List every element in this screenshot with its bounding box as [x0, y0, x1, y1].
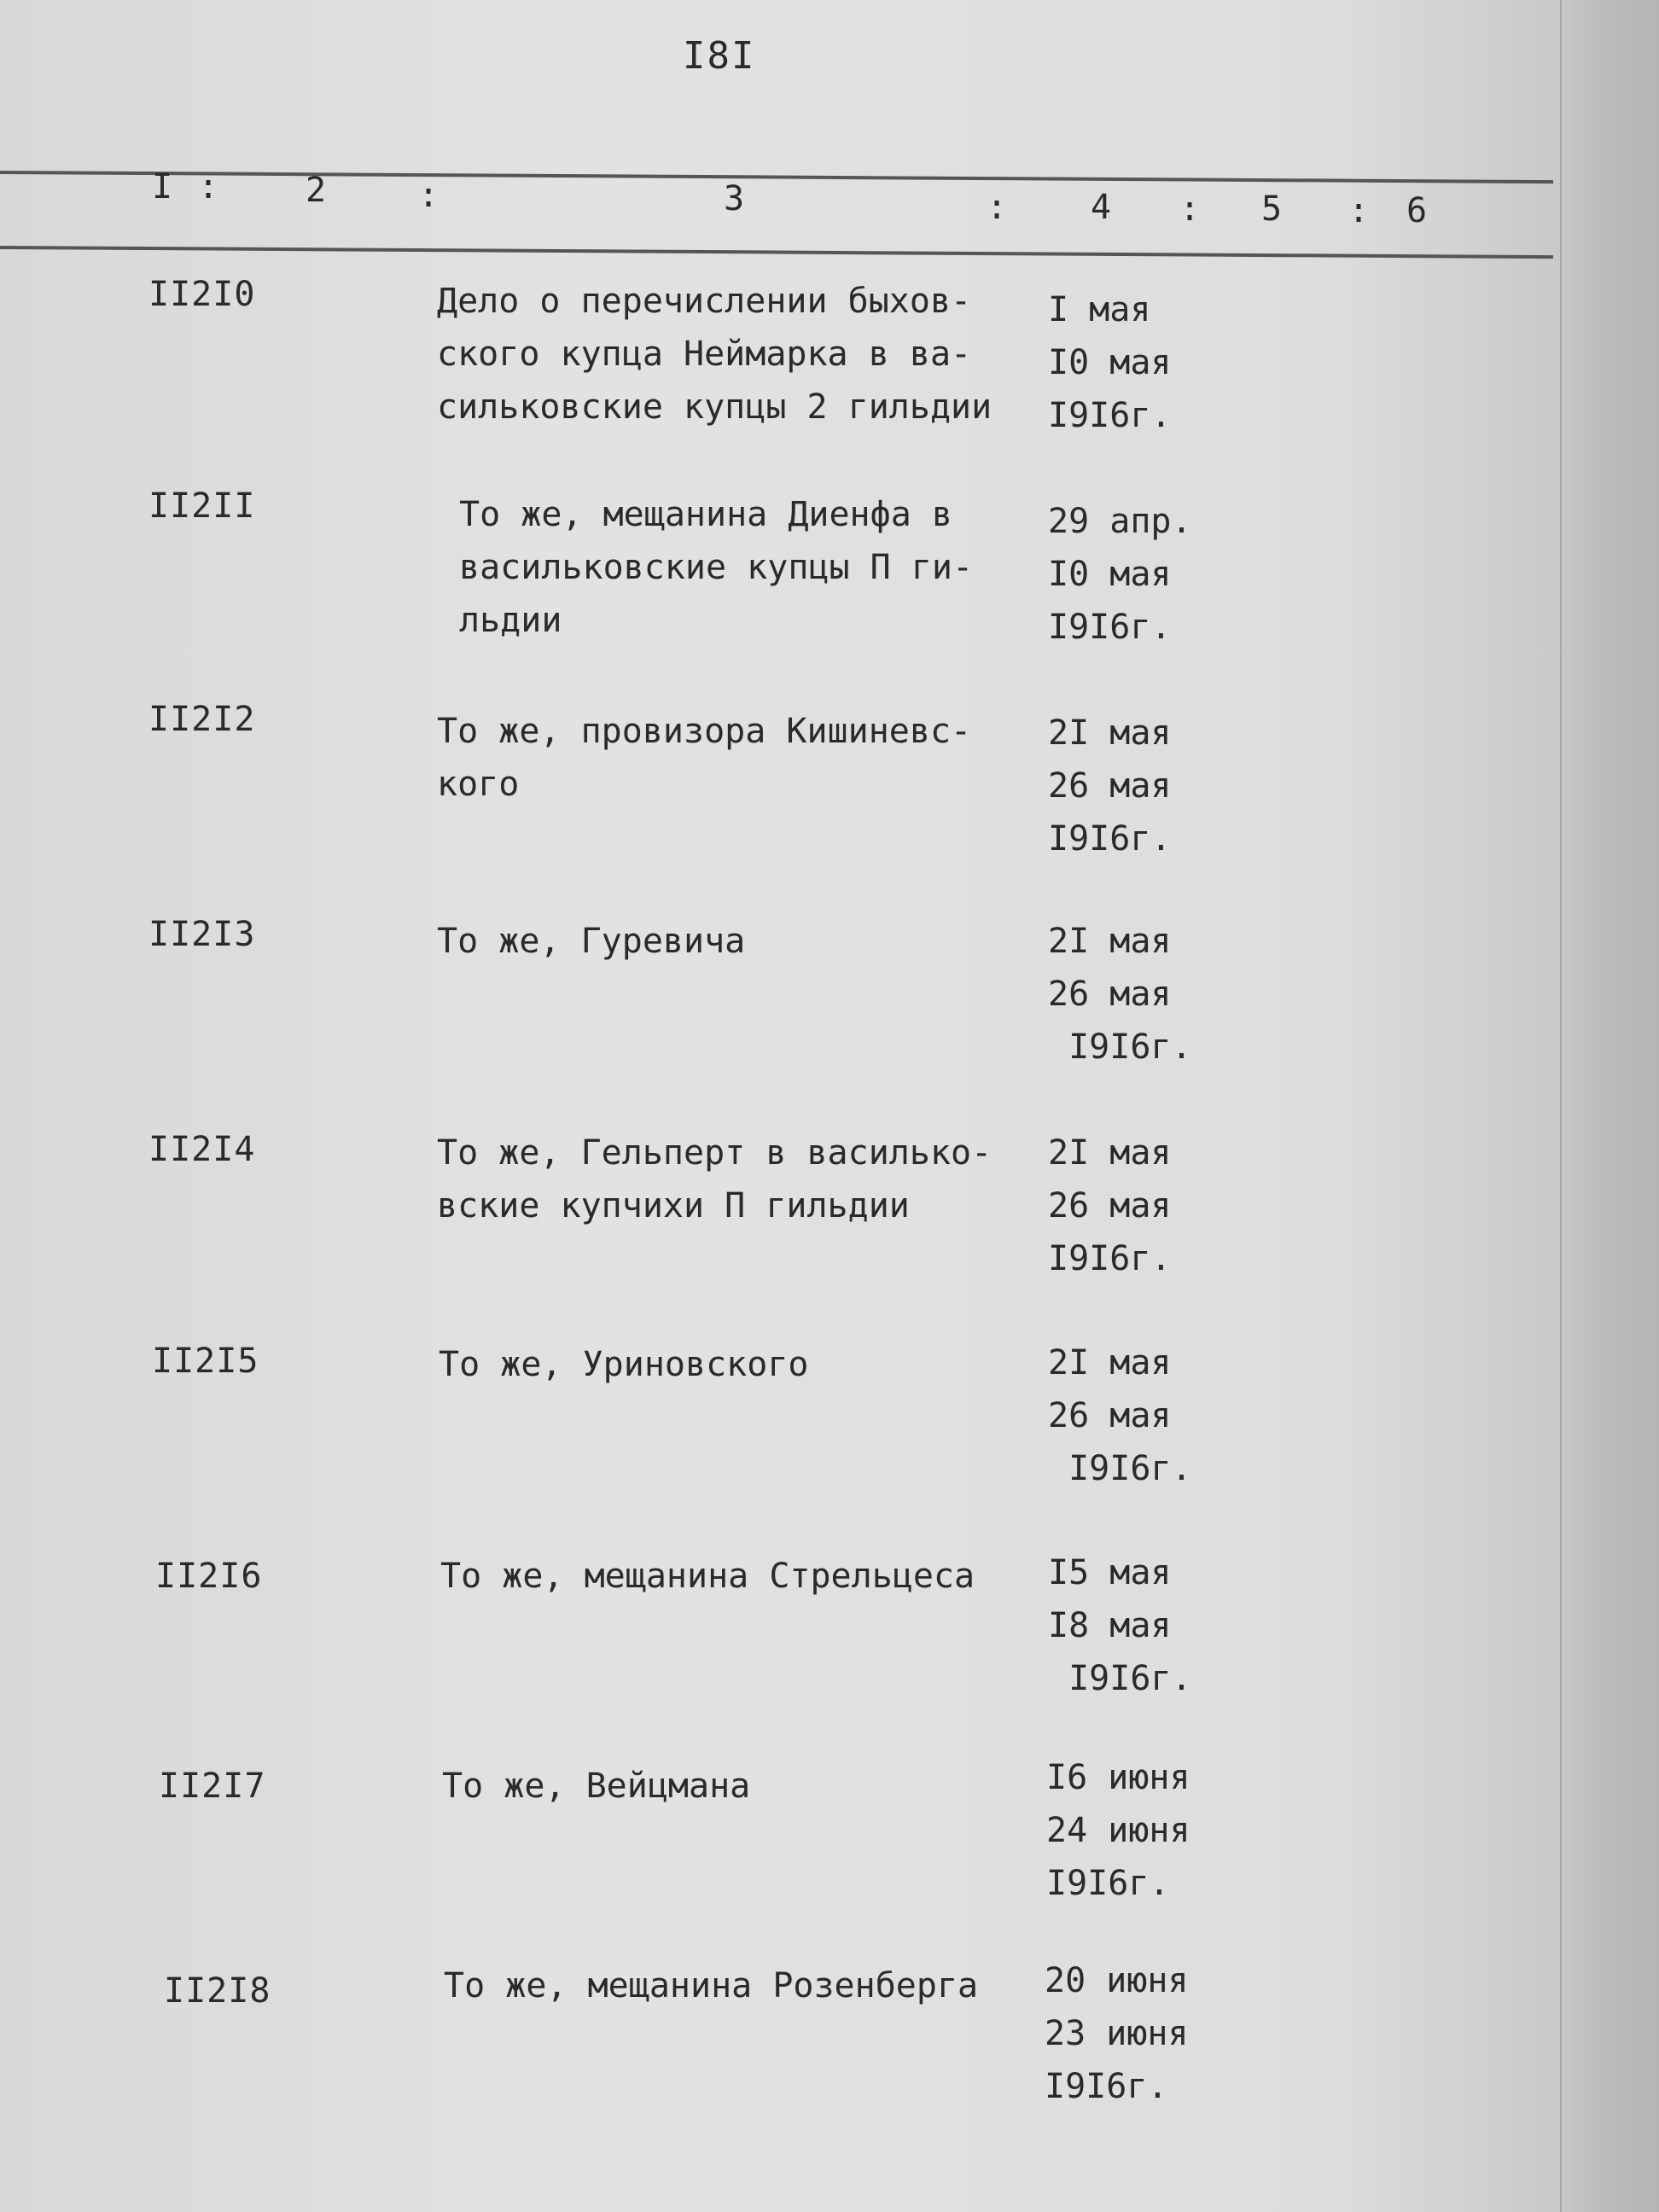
date-end: 23 июня: [1045, 2014, 1189, 2053]
header-col-2: 2: [306, 171, 327, 210]
date-start: I мая: [1048, 290, 1151, 329]
record-dates: [1045, 1954, 1189, 2113]
date-start: 2I мая: [1048, 922, 1172, 961]
record-dates: [1048, 1126, 1172, 1285]
record-description: [444, 1959, 978, 2012]
description-line: васильковские купцы П ги-: [459, 548, 974, 587]
record-dates: [1048, 1336, 1192, 1495]
page-edge-shadow: [1560, 0, 1659, 2212]
record-description: [442, 1760, 750, 1813]
record-dates: [1048, 283, 1172, 442]
record-description: [437, 915, 745, 968]
date-year: I9I6г.: [1048, 608, 1172, 647]
date-start: I5 мая: [1048, 1553, 1172, 1592]
header-col-3: 3: [724, 179, 745, 218]
record-description: [459, 488, 973, 647]
description-line: кого: [437, 765, 520, 804]
record-dates: [1048, 707, 1172, 865]
header-bottom-rule: [0, 246, 1553, 259]
record-description: [437, 275, 992, 434]
date-year: I9I6г.: [1048, 396, 1172, 435]
date-year: I9I6г.: [1048, 1449, 1192, 1488]
record-number: II2II: [148, 486, 256, 526]
header-separator-5: :: [1348, 191, 1370, 230]
record-description: [437, 1126, 992, 1232]
description-line: То же, Гельперт в василько-: [437, 1133, 992, 1173]
description-line: То же, Уриновского: [439, 1345, 809, 1384]
record-number: II2I6: [155, 1557, 263, 1596]
date-start: 2I мая: [1048, 713, 1172, 753]
description-line: Дело о перечислении быхов-: [437, 282, 972, 321]
date-year: I9I6г.: [1048, 819, 1172, 859]
description-line: льдии: [459, 601, 562, 640]
record-description: [437, 705, 971, 811]
page-number: I8I: [683, 34, 756, 78]
date-year: I9I6г.: [1048, 1027, 1192, 1067]
date-year: I9I6г.: [1048, 1659, 1192, 1698]
description-line: сильковские купцы 2 гильдии: [437, 387, 992, 427]
record-dates: [1048, 495, 1192, 654]
record-dates: [1048, 915, 1192, 1074]
header-col-5: 5: [1261, 189, 1283, 229]
date-start: 20 июня: [1045, 1961, 1189, 2000]
record-number: II2I7: [159, 1767, 266, 1806]
date-end: 26 мая: [1048, 1186, 1172, 1225]
record-number: II2I2: [148, 700, 256, 739]
date-end: 26 мая: [1048, 1396, 1172, 1435]
date-end: I8 мая: [1048, 1606, 1172, 1645]
record-number: II2I3: [148, 915, 256, 954]
date-end: 24 июня: [1046, 1811, 1190, 1850]
date-end: I0 мая: [1048, 555, 1172, 594]
record-description: [440, 1550, 975, 1603]
date-start: 2I мая: [1048, 1343, 1172, 1382]
description-line: То же, мещанина Диенфа в: [459, 495, 952, 534]
header-col-1: I: [152, 167, 173, 207]
record-dates: [1046, 1751, 1190, 1910]
header-separator-3: :: [987, 188, 1008, 227]
record-number: II2I4: [148, 1130, 256, 1169]
description-line: То же, мещанина Стрельцеса: [440, 1557, 975, 1596]
record-number: II2I8: [164, 1971, 271, 2011]
description-line: То же, Вейцмана: [442, 1767, 751, 1806]
date-start: 2I мая: [1048, 1133, 1172, 1173]
record-number: II2I0: [148, 275, 256, 314]
date-end: 26 мая: [1048, 975, 1172, 1014]
header-col-4: 4: [1091, 188, 1112, 227]
date-start: 29 апр.: [1048, 502, 1192, 541]
date-year: I9I6г.: [1046, 1864, 1170, 1903]
description-line: То же, Гуревича: [437, 922, 746, 961]
record-description: [439, 1338, 808, 1391]
header-top-rule: [0, 171, 1553, 183]
date-start: I6 июня: [1046, 1758, 1190, 1797]
date-end: I0 мая: [1048, 343, 1172, 382]
header-col-6: 6: [1406, 191, 1428, 230]
date-year: I9I6г.: [1045, 2067, 1168, 2106]
date-end: 26 мая: [1048, 766, 1172, 806]
header-separator-2: :: [418, 176, 439, 215]
date-year: I9I6г.: [1048, 1239, 1172, 1278]
record-dates: [1048, 1546, 1192, 1705]
description-line: То же, провизора Кишиневс-: [437, 712, 972, 751]
header-separator-1: :: [198, 167, 219, 207]
description-line: вские купчихи П гильдии: [437, 1186, 910, 1225]
header-separator-4: :: [1179, 189, 1201, 229]
description-line: То же, мещанина Розенберга: [444, 1966, 979, 2005]
description-line: ского купца Неймарка в ва-: [437, 335, 972, 374]
record-number: II2I5: [152, 1342, 259, 1381]
